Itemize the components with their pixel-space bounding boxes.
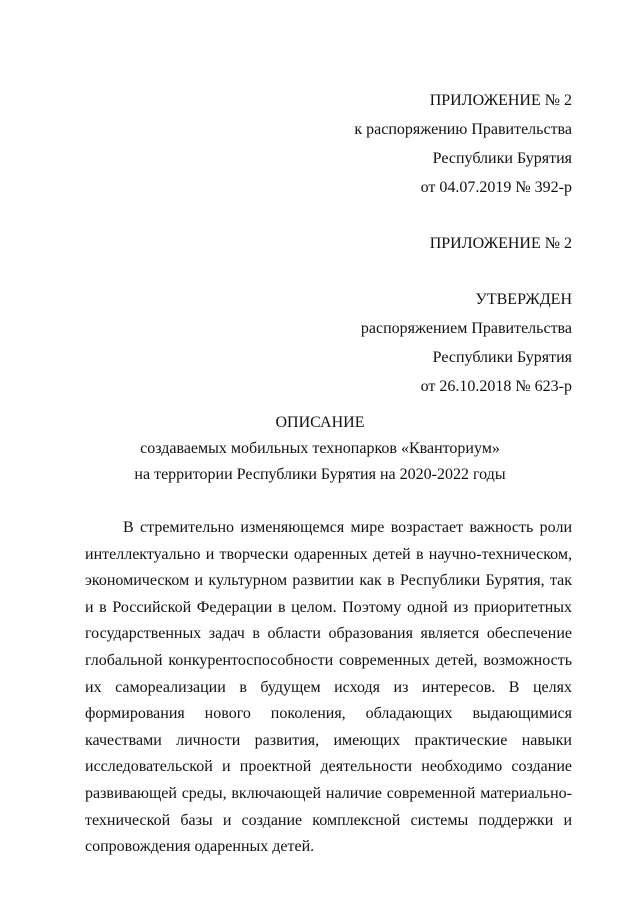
document-subtitle-line2: на территории Республики Бурятия на 2020-2022 годы: [134, 466, 506, 483]
appendix-republic: Республики Бурятия: [432, 150, 572, 167]
approval-header: [361, 285, 572, 401]
appendix-to-order: к распоряжению Правительства: [354, 121, 572, 138]
document-subtitle-line1: создаваемых мобильных технопарков «Кванториум»: [140, 440, 500, 457]
approval-title: УТВЕРЖДЕН: [475, 291, 572, 308]
document-title-block: [0, 410, 640, 488]
document-heading: ОПИСАНИЕ: [275, 414, 365, 431]
appendix-title: ПРИЛОЖЕНИЕ № 2: [429, 92, 572, 109]
approval-republic: Республики Бурятия: [432, 349, 572, 366]
appendix-repeat-title: ПРИЛОЖЕНИЕ № 2: [429, 235, 572, 252]
appendix-repeat-header: [430, 229, 572, 258]
body-paragraph: В стремительно изменяющемся мире возрастает важность роли интеллектуально и творчески одаренных детей в научно-техническом, экономическом и культурном развитии как в Республики Бурятия, так и в Российской Федерации в целом. Поэтому одной из приоритетных государственных задач в области образования является обеспечение глобальной конкурентоспособности современных детей, возможность их самореализации в будущем исходя из интересов. В целях формирования нового поколения, обладающих выдающимися качествами личности развития, имеющих практические навыки исследовательской и проектной деятельности необходимо создание развивающей среды, включающей наличие современной материально-технической базы и создание комплексной системы поддержки и сопровождения одаренных детей.: [85, 519, 572, 856]
appendix-date-number: от 04.07.2019 № 392-р: [420, 179, 572, 196]
appendix-header: [354, 86, 572, 202]
approval-date-number: от 26.10.2018 № 623-р: [420, 378, 572, 395]
approval-by-order: распоряжением Правительства: [360, 320, 572, 337]
